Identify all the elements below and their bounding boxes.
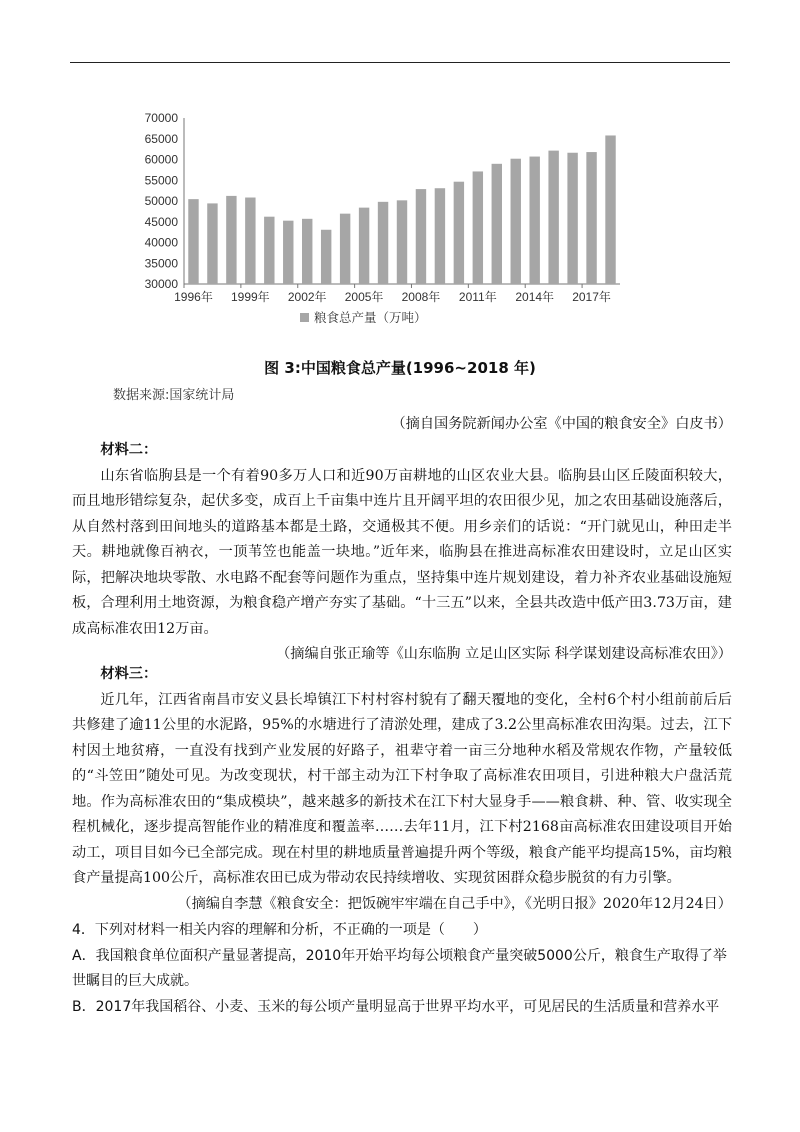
bar	[245, 198, 255, 284]
figure-caption: 图 3:中国粮食总产量(1996~2018 年)	[264, 359, 536, 377]
bar	[302, 219, 312, 284]
y-tick-label: 35000	[144, 256, 178, 271]
x-tick-label: 2014年	[515, 290, 555, 304]
bar	[548, 151, 558, 284]
bar	[492, 164, 502, 284]
grain-output-bar-chart	[120, 100, 640, 340]
y-tick-label: 65000	[144, 131, 178, 146]
data-source: 数据来源:国家统计局	[113, 388, 235, 403]
material-2-heading: 材料二：	[100, 442, 158, 458]
y-tick-label: 50000	[144, 194, 178, 208]
material-2	[72, 438, 732, 668]
option-a[interactable]: A．我国粮食单位面积产量显著提高，2010年开始平均每公顷粮食产量突破5000公斤，粮食生产取得了举世瞩目的巨大成就。	[72, 947, 727, 989]
x-tick-label: 2005年	[344, 290, 384, 304]
material-2-body: 山东省临朐县是一个有着90多万人口和近90万亩耕地的山区农业大县。临朐县山区丘陵面积较大，而且地形错综复杂，起伏多变，成百上千亩集中连片且开阔平坦的农田很少见，加之农田基础设施落后，从自然村落到田间地头的道路基本都是土路，交通极其不便。用乡亲们的话说：“开门就见山，种田走半天。耕地就像百衲衣，一顶苇笠也能盖一块地。”近年来，临朐县在推进高标准农田建设时，立足山区实际，把解决地块零散、水电路不配套等问题作为重点，坚持集中连片规划建设，着力补齐农业基础设施短板，合理利用土地资源，为粮食稳产增产夯实了基础。“十三五”以来，全县共改造中低产田3.73万亩，建成高标准农田12万亩。	[72, 467, 732, 637]
x-tick-label: 2011年	[458, 290, 497, 304]
bar	[435, 188, 445, 284]
legend-swatch	[300, 313, 309, 322]
y-tick-label: 55000	[144, 173, 178, 188]
material-2-citation: （摘编自张正瑜等《山东临朐 立足山区实际 科学谋划建设高标准农田》）	[276, 646, 732, 662]
y-tick-label: 45000	[144, 214, 178, 229]
bar	[586, 152, 596, 284]
material-3-body: 近几年，江西省南昌市安义县长埠镇江下村村容村貌有了翻天覆地的变化，全村6个村小组前前后后共修建了逾11公里的水泥路，95%的水塘进行了清淤处理，建成了3.2公里高标准农田沟渠。过去，江下村因土地贫瘠，一直没有找到产业发展的好路子，祖辈守着一亩三分地种水稻及常规农作物，产量较低的“斗笠田”随处可见。为改变现状，村干部主动为江下村争取了高标准农田项目，引进种粮大户盘活荒地。作为高标准农田的“集成模块”，越来越多的新技术在江下村大显身手——粮食耕、种、管、收实现全程机械化，逐步提高智能作业的精准度和覆盖率……去年11月，江下村2168亩高标准农田建设项目开始动工，项目目如今已全部完成。现在村里的耕地质量普遍提升两个等级，粮食产能平均提高15%，亩均粮食产量提高100公斤，高标准农田已成为带动农民持续增收、实现贫困群众稳步脱贫的有力引擎。	[72, 691, 732, 886]
y-tick-label: 70000	[144, 111, 178, 125]
bar	[188, 199, 198, 284]
question-stem: 4．下列对材料一相关内容的理解和分析，不正确的一项是（ ）	[72, 922, 487, 938]
y-tick-label: 30000	[144, 277, 178, 291]
material-3-heading: 材料三：	[100, 666, 158, 682]
bar	[605, 135, 615, 284]
bar	[321, 230, 331, 284]
bar	[207, 203, 217, 284]
citation-material-1: （摘自国务院新闻办公室《中国的粮食安全》白皮书）	[391, 416, 732, 432]
x-tick-label: 2008年	[401, 290, 441, 304]
bar	[226, 196, 236, 284]
y-tick-label: 40000	[144, 235, 178, 250]
legend-label: 粮食总产量（万吨）	[314, 310, 427, 325]
x-tick-label: 1996年	[174, 290, 213, 304]
bar	[454, 182, 464, 284]
bar	[567, 153, 577, 284]
bar	[529, 157, 539, 284]
option-b[interactable]: B．2017年我国稻谷、小麦、玉米的每公顷产量明显高于世界平均水平，可见居民的生活质量和营养水平	[72, 998, 720, 1015]
bar	[511, 159, 521, 284]
bar	[264, 217, 274, 284]
x-tick-label: 2002年	[287, 290, 327, 304]
bar	[416, 189, 426, 284]
y-tick-label: 60000	[144, 152, 178, 167]
page-top-rule	[70, 62, 730, 63]
x-tick-label: 1999年	[230, 290, 270, 304]
bar	[397, 200, 407, 284]
bar	[378, 202, 388, 284]
material-3-citation: （摘编自李慧《粮食安全：把饭碗牢牢端在自己手中》，《光明日报》2020年12月24日）	[177, 895, 732, 912]
material-3	[72, 662, 732, 917]
bar	[473, 171, 483, 284]
bar	[340, 214, 350, 284]
question-4	[72, 918, 732, 1020]
bar	[359, 208, 369, 284]
x-tick-label: 2017年	[572, 290, 611, 304]
bar	[283, 221, 293, 284]
